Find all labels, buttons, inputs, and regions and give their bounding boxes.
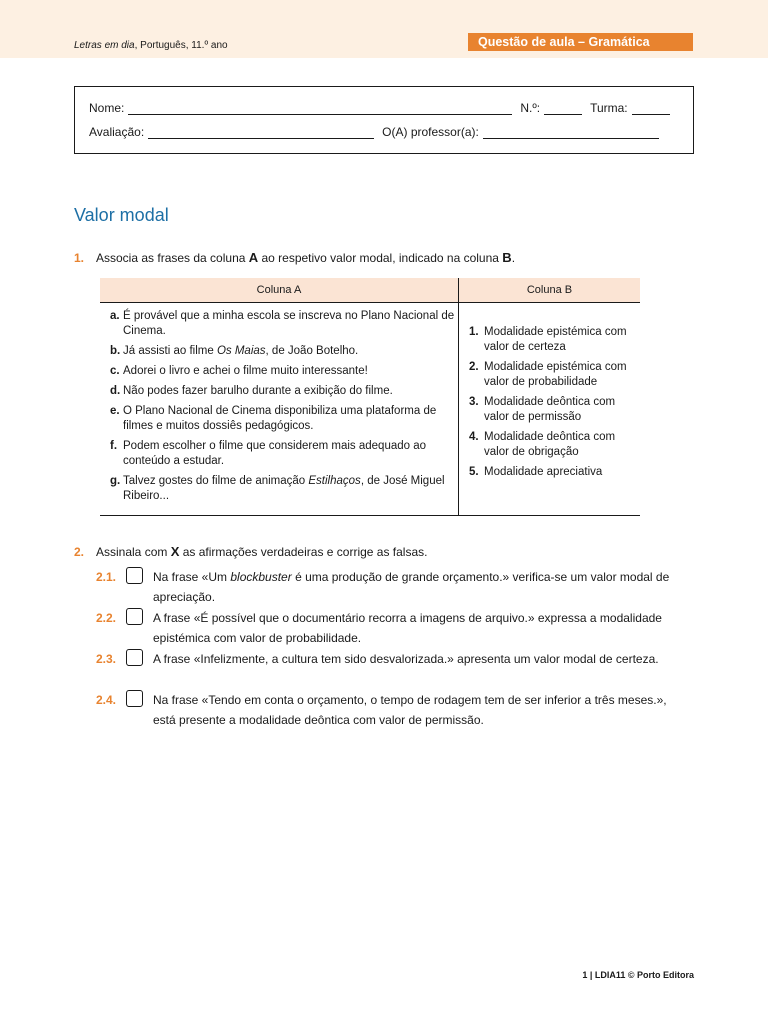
item-key: e.	[110, 405, 120, 417]
column-b-item	[469, 465, 640, 480]
column-b-item	[469, 430, 640, 460]
column-a-item	[110, 439, 458, 469]
item-key: f.	[110, 440, 118, 452]
item-number: 2.4.	[96, 693, 117, 707]
column-a-item	[110, 364, 458, 379]
item-text: O Plano Nacional de Cinema disponibiliza uma plataforma de filmes e muitos dossiês pedagógicos.	[123, 405, 437, 432]
item-number: 2.2.	[96, 611, 117, 625]
true-false-item	[96, 608, 676, 648]
column-b-item	[469, 325, 640, 355]
item-number: 2.3.	[96, 652, 117, 666]
item-key: 5.	[469, 466, 479, 478]
item-key: c.	[110, 365, 120, 377]
name-field[interactable]	[128, 102, 512, 115]
column-b-item	[469, 360, 640, 390]
id-row-evaluation	[89, 123, 679, 139]
item-key: a.	[110, 310, 120, 322]
student-id-box	[74, 86, 694, 154]
column-a-list	[100, 303, 459, 516]
id-row-name	[89, 99, 679, 115]
item-text: Não podes fazer barulho durante a exibição do filme.	[123, 385, 393, 397]
question-1: 1. Associa as frases da coluna A ao respetivo valor modal, indicado na coluna B.	[74, 250, 516, 265]
question-badge: Questão de aula – Gramática	[468, 33, 693, 51]
name-label: Nome:	[89, 101, 125, 115]
true-false-item	[96, 567, 676, 607]
item-text: Adorei o livro e achei o filme muito interessante!	[123, 365, 368, 377]
item-text: Modalidade apreciativa	[484, 466, 603, 478]
column-a-item	[110, 309, 458, 339]
column-b-list	[459, 303, 641, 516]
class-label: Turma:	[590, 101, 628, 115]
item-text: Modalidade epistémica com valor de certeza	[484, 326, 627, 353]
section-title: Valor modal	[74, 205, 169, 225]
answer-checkbox[interactable]	[126, 649, 143, 666]
item-text: Podem escolher o filme que considerem mais adequado ao conteúdo a estudar.	[123, 440, 427, 467]
matching-table	[100, 278, 640, 516]
statement-text: A frase «Infelizmente, a cultura tem sido desvalorizada.» apresenta um valor modal de certeza.	[153, 652, 659, 666]
answer-checkbox[interactable]	[126, 690, 143, 707]
column-b-header: Coluna B	[459, 278, 641, 303]
question-2: 2. Assinala com X as afirmações verdadeiras e corrige as falsas.	[74, 544, 428, 559]
teacher-field[interactable]	[483, 126, 659, 139]
item-key: 2.	[469, 361, 479, 373]
column-a-item	[110, 404, 458, 434]
evaluation-label: Avaliação:	[89, 125, 145, 139]
evaluation-field[interactable]	[148, 126, 374, 139]
true-false-item	[96, 690, 676, 730]
column-a-item	[110, 474, 458, 504]
answer-checkbox[interactable]	[126, 608, 143, 625]
item-key: b.	[110, 345, 121, 357]
item-text: É provável que a minha escola se inscreva no Plano Nacional de Cinema.	[123, 310, 455, 337]
item-text: Modalidade epistémica com valor de probabilidade	[484, 361, 627, 388]
item-text: Modalidade deôntica com valor de obrigação	[484, 431, 616, 458]
item-text: Modalidade deôntica com valor de permissão	[484, 396, 616, 423]
true-false-item	[96, 649, 676, 669]
column-a-item	[110, 384, 458, 399]
column-b-item	[469, 395, 640, 425]
statement-text: Na frase «Tendo em conta o orçamento, o tempo de rodagem tem de ser inferior a três meses.», está presente a modalidade deôntica com valor de permissão.	[153, 693, 667, 727]
item-key: d.	[110, 385, 121, 397]
item-key: g.	[110, 475, 121, 487]
statement-text: A frase «É possível que o documentário recorra a imagens de arquivo.» expressa a modalidade epistémica com valor de probabilidade.	[153, 611, 662, 645]
answer-checkbox[interactable]	[126, 567, 143, 584]
book-title: Letras em dia, Português, 11.º ano	[74, 40, 228, 51]
page-footer: 1 | LDIA11 © Porto Editora	[582, 970, 694, 980]
class-field[interactable]	[632, 102, 670, 115]
item-key: 4.	[469, 431, 479, 443]
column-a-header: Coluna A	[100, 278, 459, 303]
item-key: 1.	[469, 326, 479, 338]
item-number: 2.1.	[96, 570, 117, 584]
item-key: 3.	[469, 396, 479, 408]
statement-text: Na frase «Um blockbuster é uma produção de grande orçamento.» verifica-se um valor modal de apreciação.	[153, 570, 670, 604]
column-a-item	[110, 344, 458, 359]
teacher-label: O(A) professor(a):	[382, 125, 479, 139]
number-field[interactable]	[544, 102, 582, 115]
number-label: N.º:	[520, 101, 541, 115]
item-text: Já assisti ao filme Os Maias, de João Botelho.	[123, 345, 359, 357]
item-text: Talvez gostes do filme de animação Estilhaços, de José Miguel Ribeiro...	[123, 475, 445, 502]
